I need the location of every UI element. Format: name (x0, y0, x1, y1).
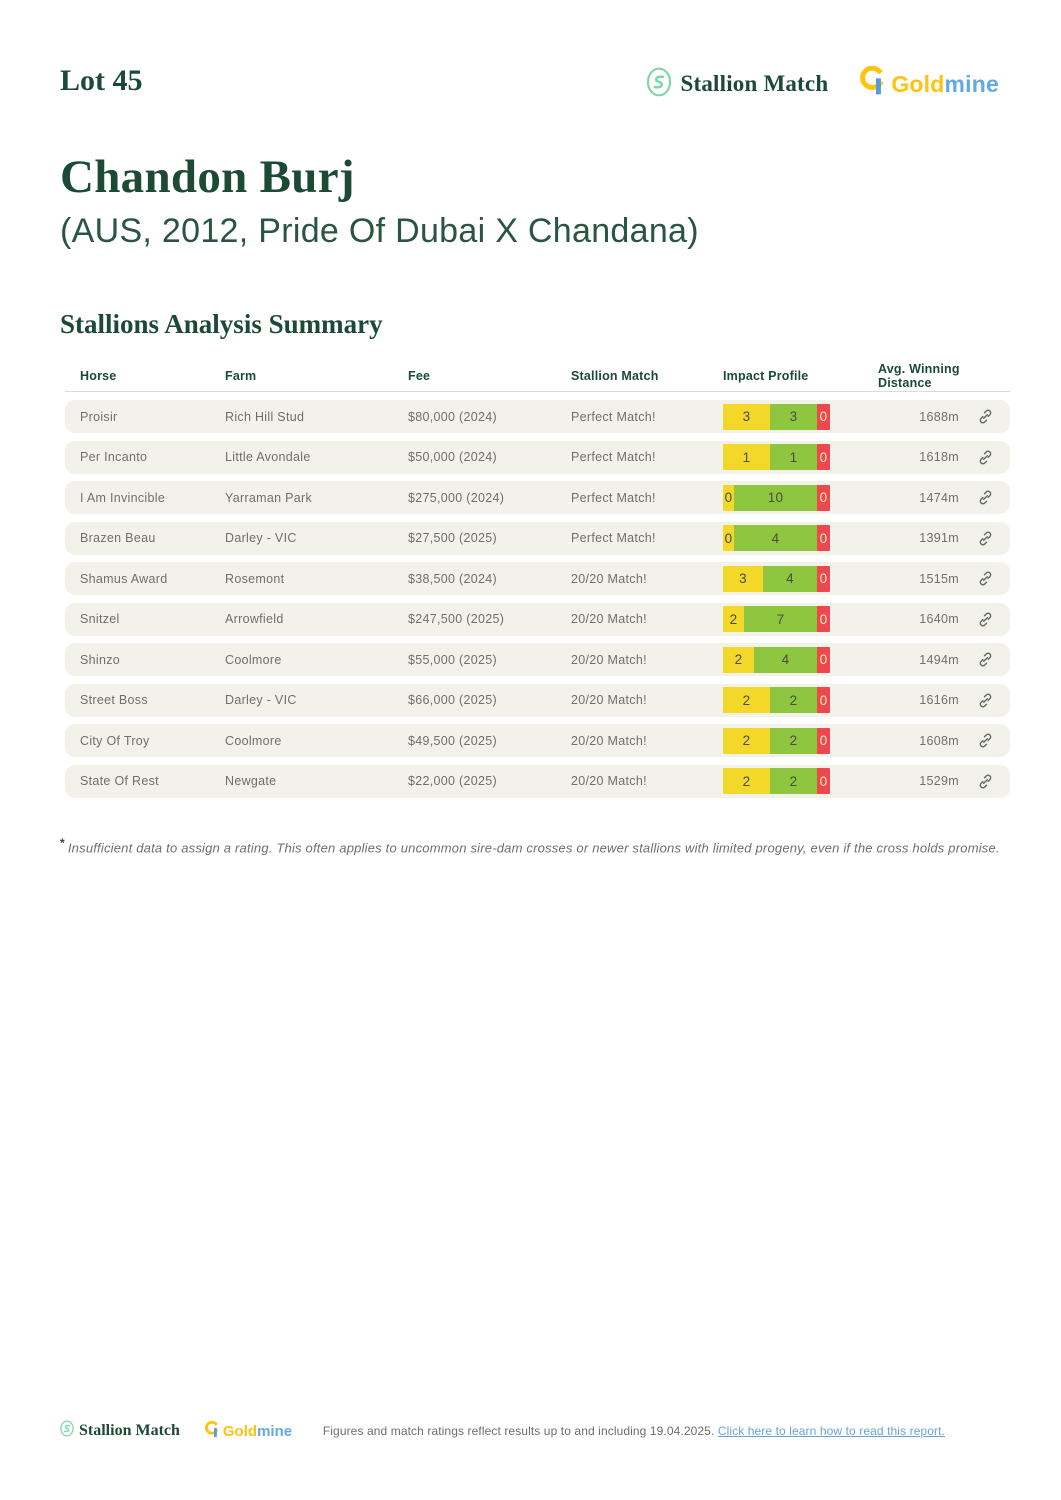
impact-green-segment: 4 (763, 566, 817, 592)
horse-name: City Of Troy (80, 733, 150, 748)
fee-value: $80,000 (2024) (408, 409, 497, 424)
footer-stallion-match-logo (60, 1420, 180, 1442)
goldmine-gold-text: Gold (222, 1422, 258, 1440)
stallion-match-rating: Perfect Match! (571, 531, 656, 545)
impact-green-segment: 10 (734, 485, 817, 511)
impact-profile-bar (723, 728, 830, 754)
avg-winning-distance: 1529m (919, 774, 959, 788)
impact-yellow-segment: 0 (723, 525, 734, 551)
report-link-icon[interactable] (977, 408, 994, 425)
report-link-icon[interactable] (977, 651, 994, 668)
report-link-icon[interactable] (977, 489, 994, 506)
footer-stallion-match-wordmark: Stallion Match (79, 1422, 180, 1439)
fee-value: $55,000 (2025) (408, 652, 497, 667)
horse-pedigree-subtitle: (AUS, 2012, Pride Of Dubai X Chandana) (60, 212, 699, 250)
fee-value: $275,000 (2024) (408, 490, 505, 505)
report-link-icon[interactable] (977, 773, 994, 790)
impact-red-segment: 0 (817, 768, 830, 794)
impact-profile-bar (723, 444, 830, 470)
goldmine-g-icon (858, 66, 885, 102)
stallion-match-rating: 20/20 Match! (571, 693, 647, 707)
col-header-fee: Fee (408, 369, 431, 383)
col-header-impact-profile: Impact Profile (723, 369, 809, 383)
horse-name: Proisir (80, 409, 118, 424)
fee-value: $27,500 (2025) (408, 531, 497, 545)
stallion-match-rating: 20/20 Match! (571, 571, 647, 586)
fee-value: $49,500 (2025) (408, 733, 497, 748)
impact-green-segment: 4 (734, 525, 817, 551)
impact-profile-bar (723, 768, 830, 794)
farm-name: Darley - VIC (225, 531, 297, 545)
farm-name: Newgate (225, 774, 277, 788)
col-header-stallion-match: Stallion Match (571, 369, 659, 383)
footer-note (323, 1424, 1001, 1438)
impact-profile-bar (723, 647, 830, 673)
footer-note-text: Figures and match ratings reflect results up to and including 19.04.2025. (322, 1424, 715, 1438)
stallion-match-icon (60, 1420, 74, 1442)
impact-yellow-segment: 2 (723, 687, 770, 713)
impact-green-segment: 3 (770, 404, 817, 430)
impact-yellow-segment: 2 (723, 728, 770, 754)
impact-yellow-segment: 2 (723, 768, 770, 794)
table-row (65, 562, 1010, 595)
impact-profile-bar (723, 485, 830, 511)
footer-goldmine-logo (204, 1421, 292, 1442)
impact-red-segment: 0 (817, 444, 830, 470)
header-logos (646, 66, 999, 102)
impact-green-segment: 1 (770, 444, 817, 470)
goldmine-mine-text: mine (257, 1422, 293, 1440)
avg-winning-distance: 1640m (919, 612, 959, 626)
footnote (60, 836, 1001, 855)
impact-profile-bar (723, 525, 830, 551)
horse-name: Snitzel (80, 612, 120, 626)
impact-yellow-segment: 3 (723, 404, 770, 430)
table-header-row (65, 362, 1010, 392)
horse-title: Chandon Burj (60, 151, 355, 203)
table-row (65, 643, 1010, 676)
impact-red-segment: 0 (817, 404, 830, 430)
footer-goldmine-wordmark (223, 1423, 292, 1440)
table-row (65, 684, 1010, 717)
horse-name: Per Incanto (80, 450, 148, 464)
impact-yellow-segment: 1 (723, 444, 770, 470)
col-header-farm: Farm (225, 369, 257, 383)
avg-winning-distance: 1494m (919, 652, 959, 667)
farm-name: Little Avondale (225, 450, 311, 464)
footer-report-link[interactable]: Click here to learn how to read this report. (717, 1424, 945, 1438)
impact-red-segment: 0 (817, 606, 830, 632)
stallion-match-logo (646, 67, 828, 102)
footnote-text: Insufficient data to assign a rating. This often applies to uncommon sire-dam crosses or newer stallions with limited progeny, even if the cross holds promise. (67, 839, 1000, 855)
stallion-match-rating: Perfect Match! (571, 490, 656, 505)
stallion-match-wordmark: Stallion Match (680, 71, 829, 96)
farm-name: Rich Hill Stud (225, 409, 305, 424)
stallion-match-rating: Perfect Match! (571, 409, 656, 424)
goldmine-logo (858, 66, 999, 102)
impact-profile-bar (723, 404, 830, 430)
table-row (65, 603, 1010, 636)
avg-winning-distance: 1618m (919, 450, 959, 464)
impact-red-segment: 0 (817, 566, 830, 592)
fee-value: $66,000 (2025) (408, 693, 497, 707)
stallion-match-rating: 20/20 Match! (571, 612, 647, 626)
farm-name: Coolmore (225, 733, 282, 748)
horse-name: Shinzo (80, 652, 121, 667)
table-row (65, 400, 1010, 433)
impact-yellow-segment: 0 (723, 485, 734, 511)
impact-red-segment: 0 (817, 525, 830, 551)
horse-name: Brazen Beau (80, 531, 156, 545)
table-row (65, 765, 1010, 798)
goldmine-gold-text: Gold (891, 70, 945, 97)
lot-number: Lot 45 (60, 64, 143, 97)
impact-red-segment: 0 (817, 687, 830, 713)
avg-winning-distance: 1616m (919, 693, 959, 707)
goldmine-mine-text: mine (944, 70, 999, 97)
impact-red-segment: 0 (817, 485, 830, 511)
horse-name: Shamus Award (80, 571, 168, 586)
fee-value: $247,500 (2025) (408, 612, 505, 626)
farm-name: Rosemont (225, 571, 285, 586)
impact-yellow-segment: 2 (723, 606, 744, 632)
impact-green-segment: 2 (770, 687, 817, 713)
fee-value: $38,500 (2024) (408, 571, 497, 586)
avg-winning-distance: 1474m (919, 490, 959, 505)
avg-winning-distance: 1688m (919, 409, 959, 424)
horse-name: Street Boss (80, 693, 148, 707)
stallion-match-rating: Perfect Match! (571, 450, 656, 464)
report-link-icon[interactable] (977, 570, 994, 587)
table-row (65, 481, 1010, 514)
farm-name: Arrowfield (225, 612, 284, 626)
goldmine-wordmark (891, 71, 999, 98)
table-row (65, 724, 1010, 757)
avg-winning-distance: 1608m (919, 733, 959, 748)
impact-red-segment: 0 (817, 647, 830, 673)
horse-name: I Am Invincible (80, 490, 166, 505)
impact-green-segment: 4 (754, 647, 817, 673)
report-link-icon[interactable] (977, 692, 994, 709)
impact-green-segment: 2 (770, 768, 817, 794)
avg-winning-distance: 1515m (919, 571, 959, 586)
report-link-icon[interactable] (977, 732, 994, 749)
page-header (0, 0, 1061, 102)
section-heading: Stallions Analysis Summary (60, 309, 383, 339)
stallion-match-rating: 20/20 Match! (571, 733, 647, 748)
impact-profile-bar (723, 566, 830, 592)
stallion-match-icon (646, 67, 672, 102)
stallion-match-rating: 20/20 Match! (571, 652, 647, 667)
horse-name: State Of Rest (80, 774, 159, 788)
col-header-avg-winning-distance: Avg. Winning Distance (878, 362, 960, 390)
stallion-match-rating: 20/20 Match! (571, 774, 647, 788)
report-link-icon[interactable] (977, 530, 994, 547)
impact-profile-bar (723, 687, 830, 713)
table-row (65, 441, 1010, 474)
stallions-table (65, 362, 1010, 798)
footnote-asterisk: * (60, 835, 65, 850)
footer-logos (60, 1420, 292, 1442)
impact-green-segment: 7 (744, 606, 817, 632)
fee-value: $22,000 (2025) (408, 774, 497, 788)
page-footer (60, 1420, 1001, 1442)
farm-name: Darley - VIC (225, 693, 297, 707)
avg-winning-distance: 1391m (919, 531, 959, 545)
col-header-horse: Horse (80, 369, 117, 383)
report-link-icon[interactable] (977, 611, 994, 628)
impact-yellow-segment: 3 (723, 566, 763, 592)
impact-profile-bar (723, 606, 830, 632)
goldmine-g-icon (204, 1421, 219, 1442)
table-row (65, 522, 1010, 555)
fee-value: $50,000 (2024) (408, 450, 497, 464)
report-link-icon[interactable] (977, 449, 994, 466)
farm-name: Yarraman Park (225, 490, 313, 505)
title-block (0, 102, 1061, 251)
table-body (65, 400, 1010, 798)
impact-red-segment: 0 (817, 728, 830, 754)
impact-green-segment: 2 (770, 728, 817, 754)
farm-name: Coolmore (225, 652, 282, 667)
impact-yellow-segment: 2 (723, 647, 754, 673)
